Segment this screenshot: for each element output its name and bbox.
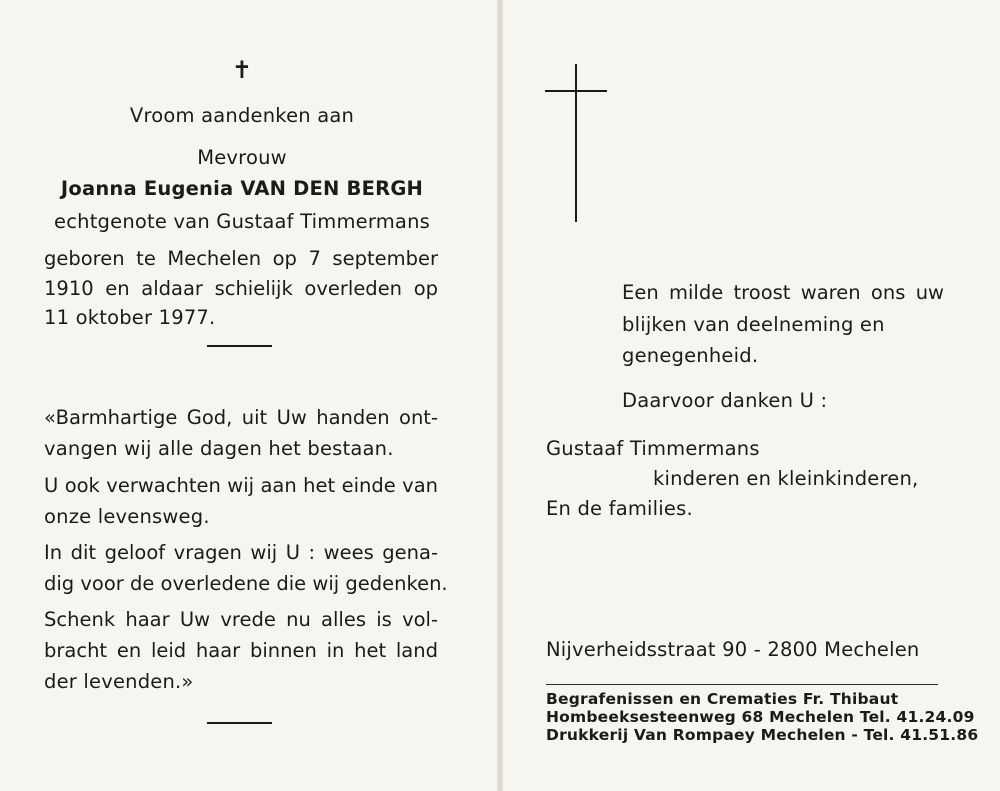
prayer-line-4: onze levensweg. (44, 505, 210, 528)
prayer-line-3: U ook verwachten wij aan het einde van (44, 474, 438, 497)
prayer-line-7: Schenk haar Uw vrede nu alles is vol- (44, 608, 438, 631)
left-divider-top (207, 345, 272, 347)
thanks-closing: Daarvoor danken U : (622, 389, 828, 412)
deceased-name: Joanna Eugenia VAN DEN BERGH (60, 177, 424, 200)
family-line-2: kinderen en kleinkinderen, (653, 467, 919, 490)
prayer-line-9: der levenden.» (44, 670, 194, 693)
intro-text: Vroom aandenken aan (129, 104, 355, 127)
birth-line-3: 11 oktober 1977. (44, 306, 216, 329)
birth-line-1: geboren te Mechelen op 7 september (44, 247, 438, 270)
left-card-page (0, 0, 497, 791)
footer-divider (546, 684, 938, 685)
prayer-line-2: vangen wij alle dagen het bestaan. (44, 437, 394, 460)
prayer-line-1: «Barmhartige God, uit Uw handen ont- (44, 406, 438, 429)
prayer-line-6: dig voor de overledene die wij gedenken. (44, 572, 448, 595)
birth-line-2: 1910 en aldaar schielijk overleden op (44, 277, 438, 300)
footer-line-3: Drukkerij Van Rompaey Mechelen - Tel. 41.51.86 (546, 726, 979, 744)
honorific-title: Mevrouw (197, 146, 287, 169)
family-line-1: Gustaaf Timmermans (546, 437, 760, 460)
right-card-page (503, 0, 1000, 791)
thanks-line-1: Een milde troost waren ons uw (622, 281, 944, 304)
large-cross-icon (545, 64, 607, 222)
thanks-line-2: blijken van deelneming en (622, 313, 885, 336)
thanks-line-3: genegenheid. (622, 344, 759, 367)
family-line-3: En de families. (546, 497, 693, 520)
small-cross-symbol: ✝ (231, 56, 253, 84)
prayer-line-5: In dit geloof vragen wij U : wees gena- (44, 541, 438, 564)
prayer-line-8: bracht en leid haar binnen in het land (44, 639, 438, 662)
address-line: Nijverheidsstraat 90 - 2800 Mechelen (546, 638, 920, 661)
left-divider-bottom (207, 722, 272, 724)
footer-line-1: Begrafenissen en Crematies Fr. Thibaut (546, 690, 899, 708)
spouse-line: echtgenote van Gustaaf Timmermans (54, 210, 430, 233)
footer-line-2: Hombeeksesteenweg 68 Mechelen Tel. 41.24.09 (546, 708, 975, 726)
